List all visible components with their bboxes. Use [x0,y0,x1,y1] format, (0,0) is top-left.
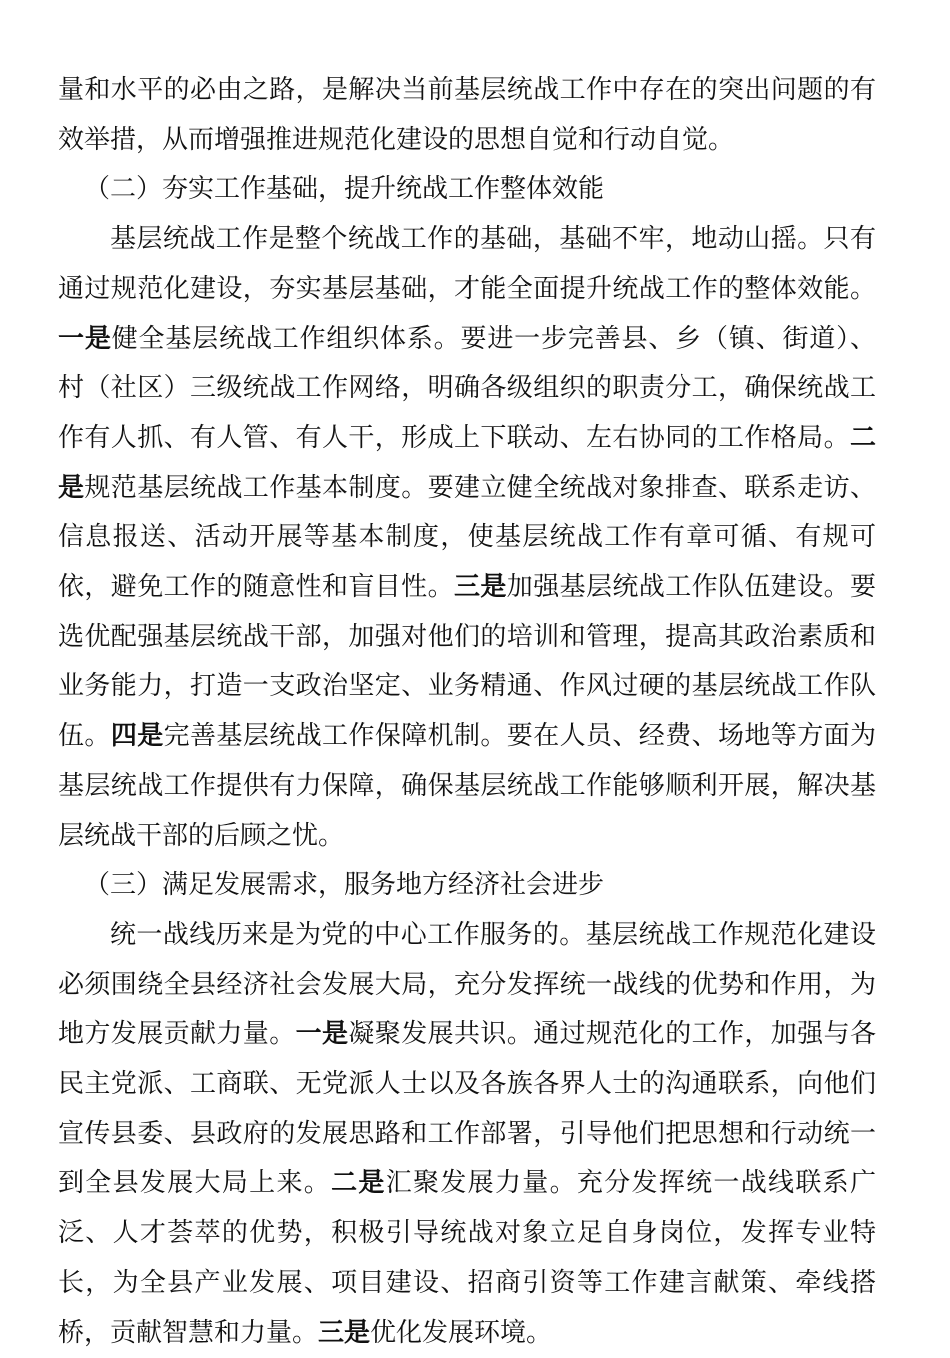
point-2-text: 规范基层统战工作基本制度。要建立健全统战对象排查、联系走访、信息报送、活动开展等基本制度，使基层统战工作有章可循、有规可依，避免工作的随意性和盲目性。 [58,472,876,603]
point-1-keyword: 一是 [58,323,112,354]
section-3-heading: （三）满足发展需求，服务地方经济社会进步 [84,870,605,901]
point-3-keyword: 三是 [318,1317,371,1348]
document-page [58,66,876,1358]
section-2-intro: 基层统战工作是整个统战工作的基础，基础不牢，地动山摇。只有通过规范化建设，夯实基层基础，才能全面提升统战工作的整体效能。 [58,224,876,304]
point-2-text: 汇聚发展力量。充分发挥统一战线联系广泛、人才荟萃的优势，积极引导统战对象立足自身岗位，发挥专业特长，为全县产业发展、项目建设、招商引资等工作建言献策、牵线搭桥，贡献智慧和力量。 [58,1168,876,1348]
point-3-text: 加强基层统战工作队伍建设。要选优配强基层统战干部，加强对他们的培训和管理，提高其政治素质和业务能力，打造一支政治坚定、业务精通、作风过硬的基层统战工作队伍。 [58,572,876,752]
continuation-paragraph [58,66,876,165]
section-2-heading: （二）夯实工作基础，提升统战工作整体效能 [84,174,605,205]
continuation-text: 量和水平的必由之路，是解决当前基层统战工作中存在的突出问题的有效举措，从而增强推进规范化建设的思想自觉和行动自觉。 [58,75,876,155]
point-2-keyword: 二是 [58,422,876,503]
section-2-paragraph [58,215,876,861]
point-4-keyword: 四是 [110,721,164,752]
point-1-text: 凝聚发展共识。通过规范化的工作，加强与各民主党派、工商联、无党派人士以及各族各界人士的沟通联系，向他们宣传县委、县政府的发展思路和工作部署，引导他们把思想和行动统一到全县发展大局上来。 [58,1019,876,1199]
point-4-text: 完善基层统战工作保障机制。要在人员、经费、场地等方面为基层统战工作提供有力保障，确保基层统战工作能够顺利开展，解决基层统战干部的后顾之忧。 [58,721,876,851]
point-3-text: 优化发展环境。 [370,1317,553,1348]
point-2-keyword: 二是 [331,1168,386,1199]
point-1-keyword: 一是 [295,1019,349,1050]
section-3-paragraph [58,911,876,1358]
point-1-text: 健全基层统战工作组织体系。要进一步完善县、乡（镇、街道）、村（社区）三级统战工作网络，明确各级组织的职责分工，确保统战工作有人抓、有人管、有人干，形成上下联动、左右协同的工作格局。 [58,323,876,453]
section-3-intro: 统一战线历来是为党的中心工作服务的。基层统战工作规范化建设必须围绕全县经济社会发展大局，充分发挥统一战线的优势和作用，为地方发展贡献力量。 [58,919,876,1050]
point-3-keyword: 三是 [453,572,507,603]
